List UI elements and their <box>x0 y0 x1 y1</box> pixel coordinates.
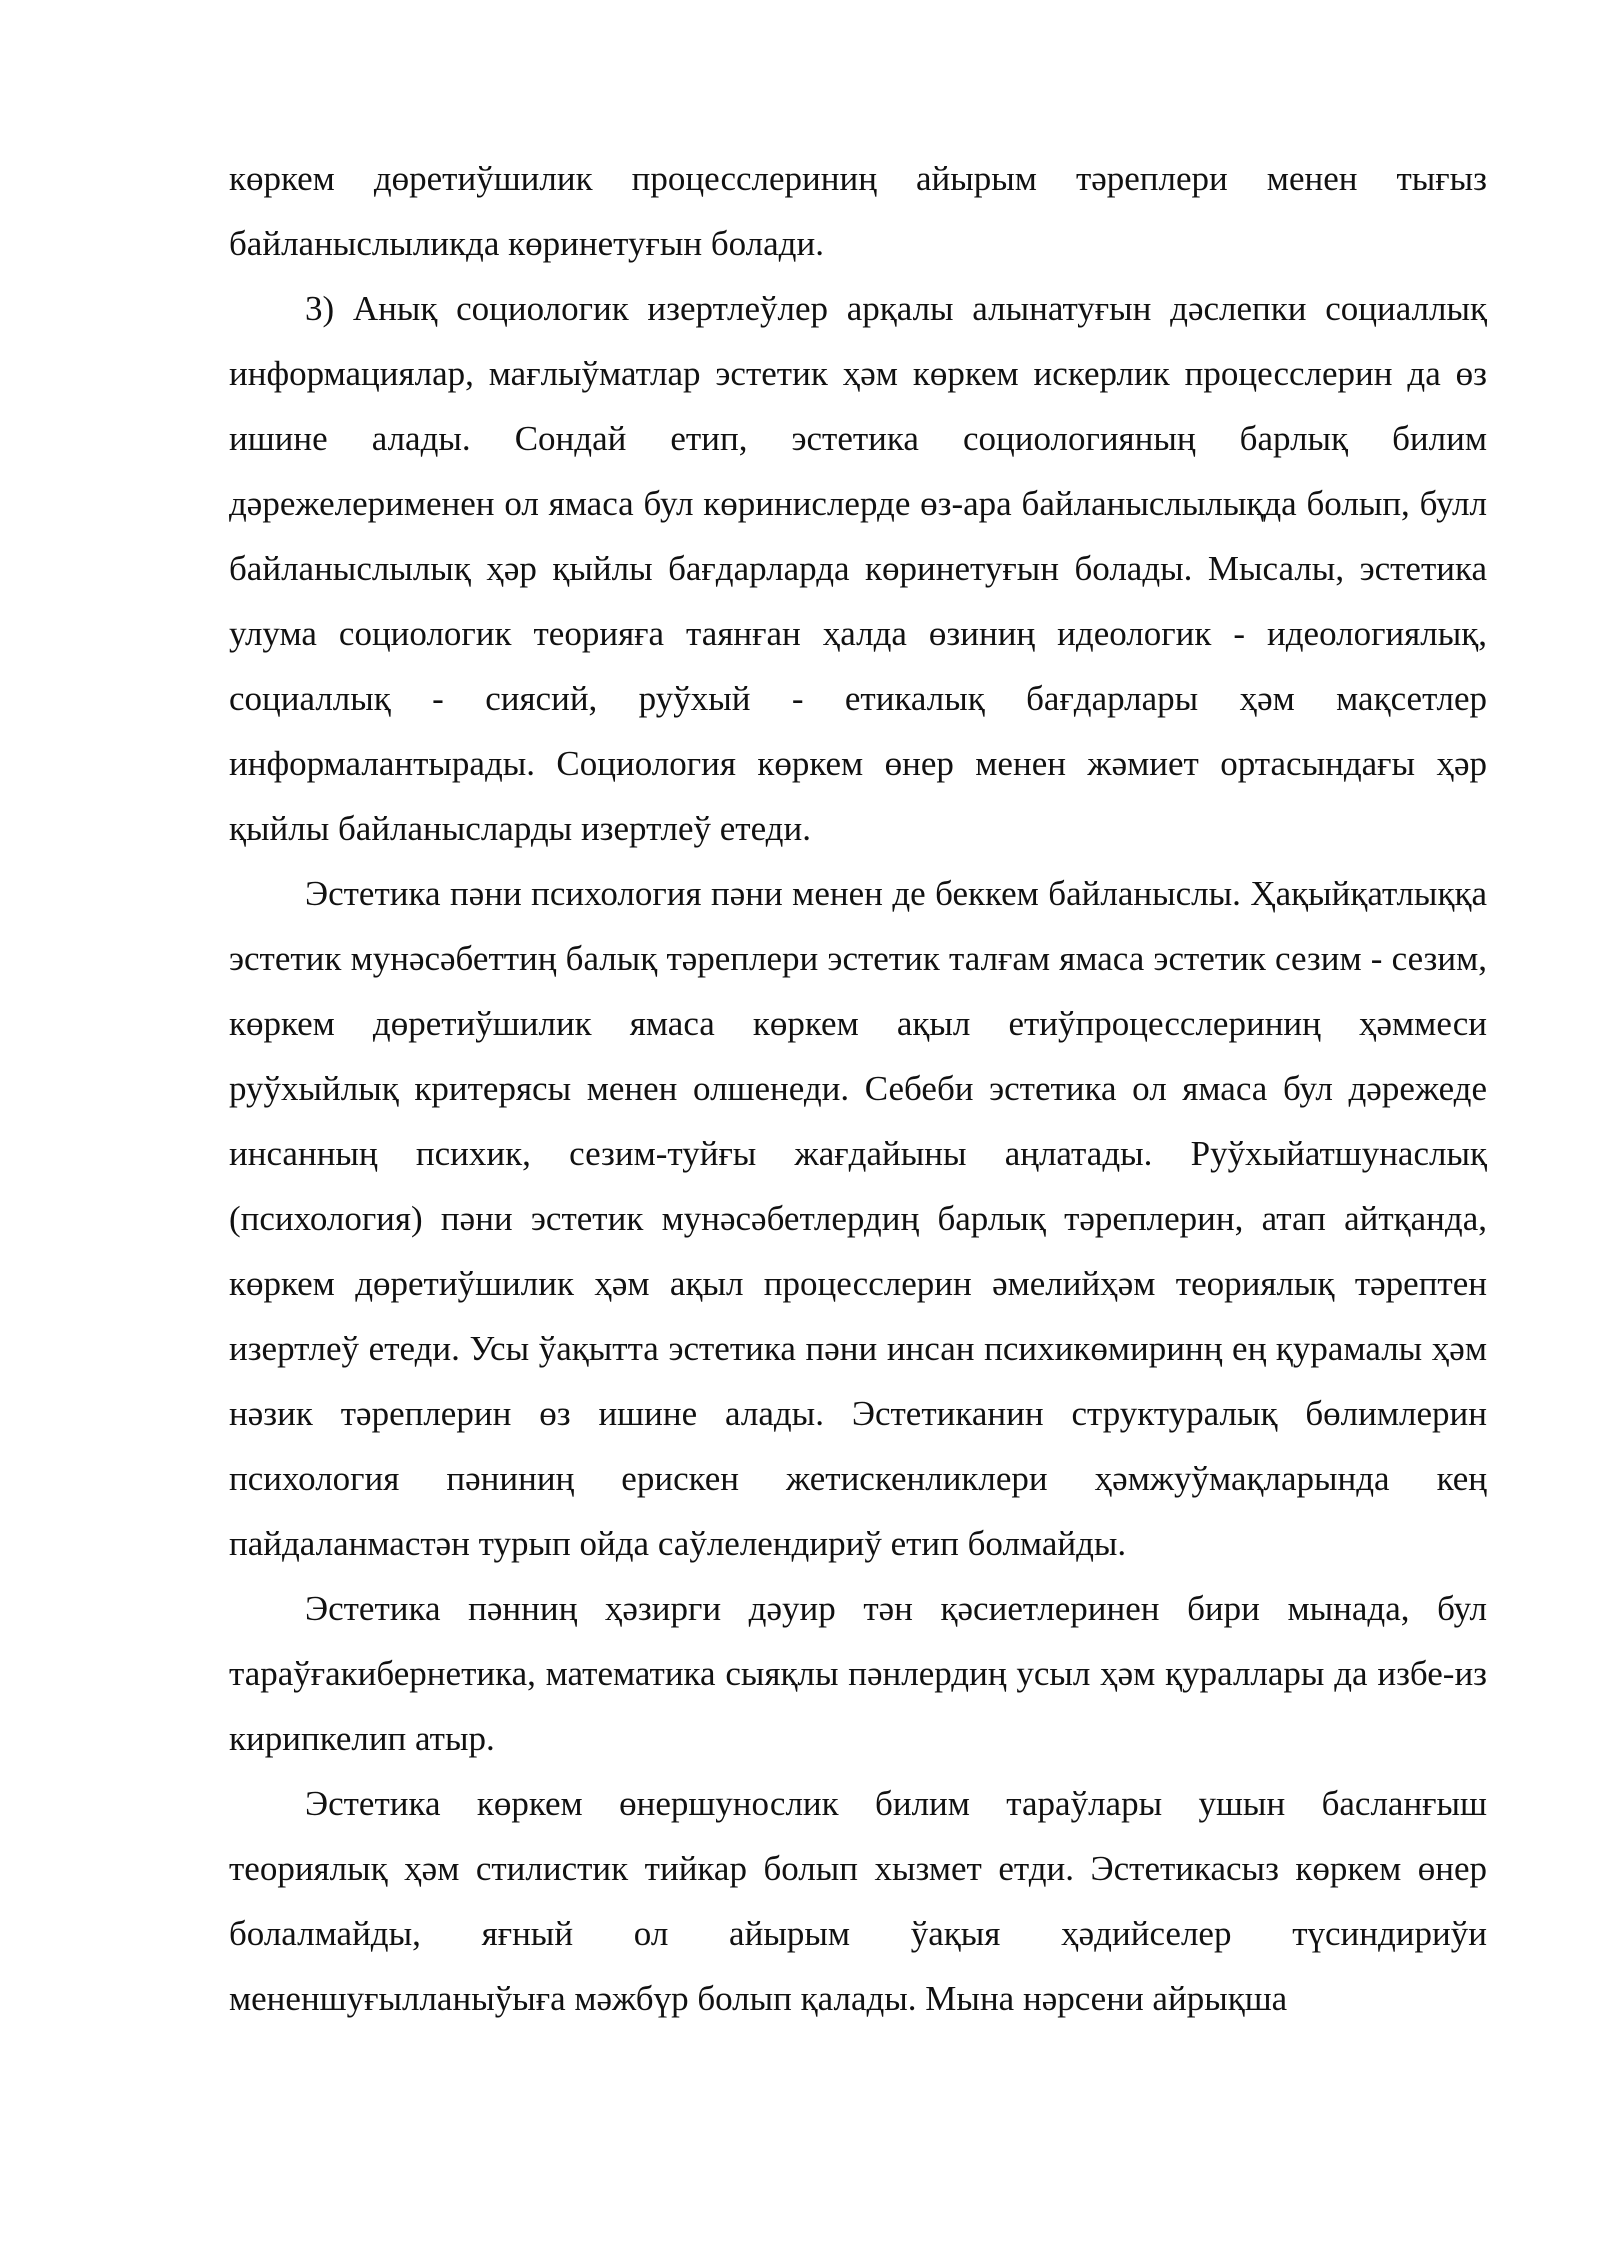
paragraph-cybernetics: Эстетика пәнниң ҳәзирги дәуир тән қәсиетлеринен бири мынада, бул тараўғакибернетика, математика сыяқлы пәнлердиң усыл ҳәм қураллары да избе-из кирипкелип атыр. <box>229 1589 1487 1758</box>
body-text <box>229 146 1487 2031</box>
paragraph-sociology: 3) Анық социологик изертлеўлер арқалы алынатуғын дәслепки социаллық информациялар, мағлыўматлар эстетик ҳәм көркем искерлик процесслерин да өз ишине алады. Сондай етип, эстетика социологияның барлық билим дәрежелерименен ол ямаса бул көринислерде өз-ара байланыслылықда болып, булл байланыслылық ҳәр қыйлы бағдарларда көринетуғын болады. Мысалы, эстетика улума социологик теорияға таянған ҳалда өзиниң идеологик - идеологиялық, социаллық - сиясий, руўхый - етикалық бағдарлары ҳәм мақсетлер информалантырады. Социология көркем өнер менен жәмиет ортасындағы ҳәр қыйлы байланысларды изертлеў етеди. <box>229 289 1487 848</box>
paragraph-continuation: көркем дөретиўшилик процесслериниң айырым тәреплери менен тығыз байланыслыликда көринетуғын болади. <box>229 159 1487 263</box>
paragraph-psychology: Эстетика пәни психология пәни менен де беккем байланыслы. Ҳақыйқатлыққа эстетик мунәсәбеттиң балық тәреплери эстетик талғам ямаса эстетик сезим - сезим, көркем дөретиўшилик ямаса көркем ақыл етиўпроцесслериниң ҳәммеси руўхыйлық критерясы менен олшенеди. Себеби эстетика ол ямаса бул дәрежеде инсанның психик, сезим-туйғы жағдайыны аңлатады. Руўхыйатшунаслық (психология) пәни эстетик мунәсәбетлердиң барлық тәреплерин, атап айтқанда, көркем дөретиўшилик ҳәм ақыл процесслерин әмелийҳәм теориялық тәрептен изертлеў етеди. Усы ўақытта эстетика пәни инсан психикөмиринң ең қурамалы ҳәм нәзик тәреплерин өз ишине алады. Эстетиканин структуралық бөлимлерин психология пәниниң ерискен жетискенликлери ҳәмжуўмақларында кең пайдаланмастән турып ойда саўлелендириў етип болмайды. <box>229 874 1487 1563</box>
paragraph-art-studies: Эстетика көркем өнершунослик билим тараўлары ушын басланғыш теориялық ҳәм стилистик тийкар болып хызмет етди. Эстетикасыз көркем өнер болалмайды, яғный ол айырым ўақыя ҳәдийселер түсиндириўи мененшуғылланыўыға мәжбүр болып қалады. Мына нәрсени айрықша <box>229 1784 1487 2018</box>
